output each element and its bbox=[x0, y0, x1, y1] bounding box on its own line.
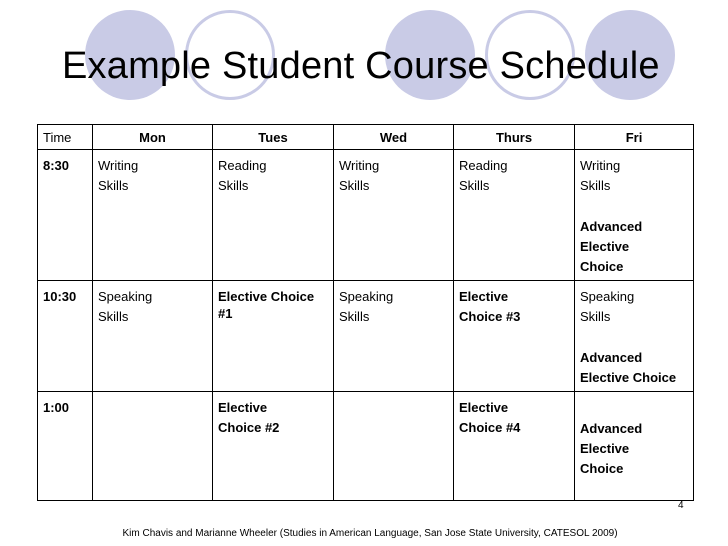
cell-line: Choice bbox=[580, 259, 624, 274]
schedule-cell bbox=[454, 281, 575, 392]
cell-line: Skills bbox=[218, 178, 249, 193]
table-row bbox=[38, 281, 694, 392]
schedule-cell bbox=[213, 281, 334, 392]
schedule-cell bbox=[93, 150, 213, 281]
schedule-cell bbox=[575, 150, 694, 281]
citation-footer: Kim Chavis and Marianne Wheeler (Studies in American Language, San Jose State University, CATESOL 2009) bbox=[122, 528, 618, 539]
schedule-cell bbox=[213, 150, 334, 281]
schedule-cell bbox=[334, 392, 454, 501]
cell-line: Advanced bbox=[580, 350, 643, 365]
schedule-cell bbox=[93, 392, 213, 501]
header-thurs: Thurs bbox=[454, 125, 575, 150]
schedule-cell bbox=[93, 281, 213, 392]
schedule-cell bbox=[454, 150, 575, 281]
time-cell: 10:30 bbox=[38, 281, 93, 392]
table-row bbox=[38, 392, 694, 501]
slide-title: Example Student Course Schedule bbox=[62, 45, 660, 87]
cell-line: Elective Choice bbox=[218, 289, 315, 304]
cell-line: Writing bbox=[98, 158, 139, 173]
cell-line: Skills bbox=[459, 178, 490, 193]
cell-line: Elective Choice bbox=[580, 370, 677, 385]
schedule-cell bbox=[213, 392, 334, 501]
cell-line: Skills bbox=[98, 178, 129, 193]
page-number: 4 bbox=[678, 500, 684, 511]
cell-line: Reading bbox=[459, 158, 508, 173]
cell-line: Speaking bbox=[339, 289, 394, 304]
time-cell: 8:30 bbox=[38, 150, 93, 281]
cell-line: Choice #2 bbox=[218, 420, 280, 435]
cell-line: Choice #4 bbox=[459, 420, 521, 435]
cell-line: Writing bbox=[339, 158, 380, 173]
header-time: Time bbox=[38, 125, 93, 150]
cell-line: #1 bbox=[218, 306, 233, 321]
schedule-cell bbox=[575, 392, 694, 501]
cell-line: Advanced bbox=[580, 421, 643, 436]
schedule-table bbox=[37, 124, 694, 501]
cell-line: Skills bbox=[339, 309, 370, 324]
cell-line: Elective bbox=[459, 289, 509, 304]
cell-line: Elective bbox=[580, 441, 630, 456]
header-row bbox=[38, 125, 694, 150]
schedule-cell bbox=[334, 150, 454, 281]
cell-line: Writing bbox=[580, 158, 621, 173]
cell-line: Choice bbox=[580, 461, 624, 476]
header-tues: Tues bbox=[213, 125, 334, 150]
cell-line: Advanced bbox=[580, 219, 643, 234]
schedule-cell bbox=[334, 281, 454, 392]
cell-line: Elective bbox=[218, 400, 268, 415]
table-row bbox=[38, 150, 694, 281]
cell-line: Skills bbox=[98, 309, 129, 324]
header-wed: Wed bbox=[334, 125, 454, 150]
cell-line: Choice #3 bbox=[459, 309, 521, 324]
cell-line: Skills bbox=[580, 309, 611, 324]
cell-line: Reading bbox=[218, 158, 267, 173]
cell-line: Elective bbox=[580, 239, 630, 254]
schedule-cell bbox=[575, 281, 694, 392]
header-mon: Mon bbox=[93, 125, 213, 150]
schedule-cell bbox=[454, 392, 575, 501]
cell-line: Speaking bbox=[580, 289, 635, 304]
cell-line: Elective bbox=[459, 400, 509, 415]
time-cell: 1:00 bbox=[38, 392, 93, 501]
cell-line: Speaking bbox=[98, 289, 153, 304]
cell-line: Skills bbox=[580, 178, 611, 193]
cell-line: Skills bbox=[339, 178, 370, 193]
header-fri: Fri bbox=[575, 125, 694, 150]
